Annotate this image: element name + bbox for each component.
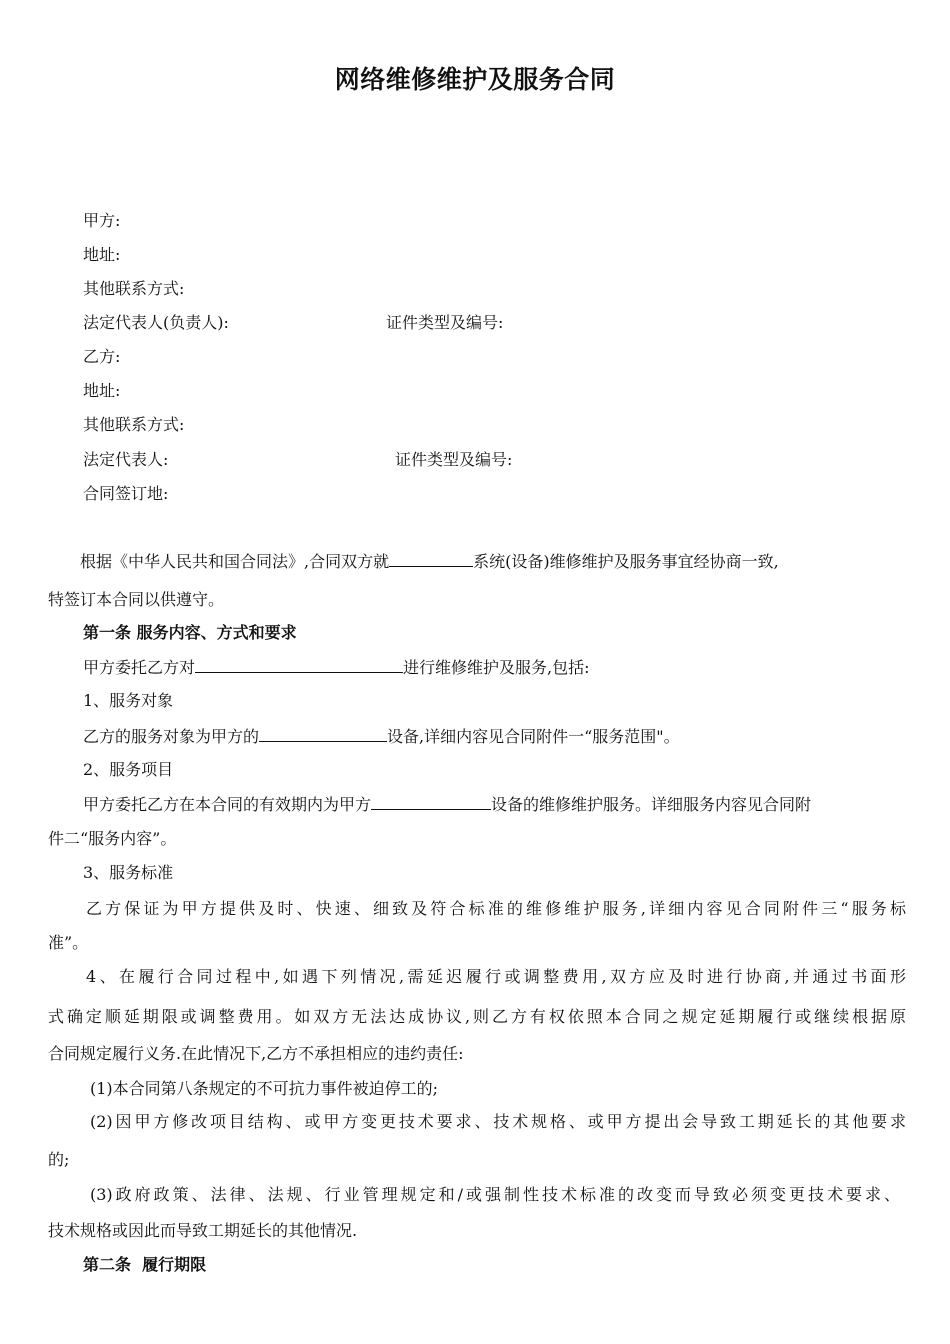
- section-2-text-cont: 件二“服务内容”。: [48, 829, 177, 848]
- s2-text-a: 甲方委托乙方在本合同的有效期内为甲方: [83, 795, 372, 814]
- section-1-title: 1、服务对象: [83, 691, 174, 710]
- s1-text-a: 乙方的服务对象为甲方的: [83, 727, 260, 746]
- contact-a-label: 其他联系方式:: [83, 279, 185, 298]
- condition-2-cont: 的;: [48, 1150, 70, 1169]
- section-3-text-cont: 准”。: [48, 933, 89, 952]
- preamble-line-2: 特签订本合同以供遵守。: [48, 590, 225, 609]
- sign-place-label: 合同签订地:: [83, 484, 169, 503]
- id-b-label: 证件类型及编号:: [395, 450, 513, 469]
- section-3-title: 3、服务标准: [83, 863, 174, 882]
- section-1-text: [83, 725, 949, 748]
- condition-3: (3)政府政策、法律、法规、行业管理规定和/或强制性技术标准的改变而导致必须变更技术要求、: [90, 1185, 900, 1204]
- intro-text-b: 进行维修维护及服务,包括:: [403, 658, 590, 677]
- section-4-text-3: 合同规定履行义务.在此情况下,乙方不承担相应的违约责任:: [48, 1044, 464, 1063]
- page-title: 网络维修维护及服务合同: [334, 65, 616, 94]
- service-target-blank: [195, 656, 403, 673]
- condition-1: (1)本合同第八条规定的不可抗力事件被迫停工的;: [90, 1079, 439, 1098]
- device-blank-2: [371, 793, 491, 810]
- id-a-label: 证件类型及编号:: [386, 313, 504, 332]
- intro-text-a: 甲方委托乙方对: [83, 658, 196, 677]
- condition-2: (2)因甲方修改项目结构、或甲方变更技术要求、技术规格、或甲方提出会导致工期延长的其他要求: [90, 1112, 906, 1131]
- rep-a-label: 法定代表人(负责人):: [83, 313, 229, 332]
- article-1-intro: [83, 656, 949, 679]
- contact-b-label: 其他联系方式:: [83, 415, 185, 434]
- system-blank: [389, 550, 473, 567]
- preamble-text-a: 根据《中华人民共和国合同法》,合同双方就: [80, 552, 390, 571]
- party-a-label: 甲方:: [83, 211, 121, 230]
- section-4-text-2: 式确定顺延期限或调整费用。如双方无法达成协议,则乙方有权依照本合同之规定延期履行或继续根据原: [48, 1007, 906, 1026]
- s1-text-b: 设备,详细内容见合同附件一“服务范围"。: [387, 727, 680, 746]
- s2-text-b: 设备的维修维护服务。详细服务内容见合同附: [491, 795, 812, 814]
- rep-b-label: 法定代表人:: [83, 450, 169, 469]
- article-2-heading: 第二条 履行期限: [83, 1255, 207, 1274]
- condition-3-cont: 技术规格或因此而导致工期延长的其他情况.: [48, 1221, 358, 1240]
- device-blank: [259, 725, 387, 742]
- preamble-line-1: [80, 550, 914, 573]
- address-a-label: 地址:: [83, 245, 121, 264]
- section-3-text: 乙方保证为甲方提供及时、快速、细致及符合标准的维修维护服务,详细内容见合同附件三“服务标: [86, 899, 906, 918]
- party-b-label: 乙方:: [83, 347, 121, 366]
- section-4-text: 4、在履行合同过程中,如遇下列情况,需延迟履行或调整费用,双方应及时进行协商,并通过书面形: [86, 967, 906, 986]
- section-2-title: 2、服务项目: [83, 760, 174, 779]
- preamble-text-b: 系统(设备)维修维护及服务事宜经协商一致,: [473, 552, 779, 571]
- article-1-heading: 第一条 服务内容、方式和要求: [83, 623, 297, 642]
- section-2-text: [83, 793, 913, 816]
- address-b-label: 地址:: [83, 381, 121, 400]
